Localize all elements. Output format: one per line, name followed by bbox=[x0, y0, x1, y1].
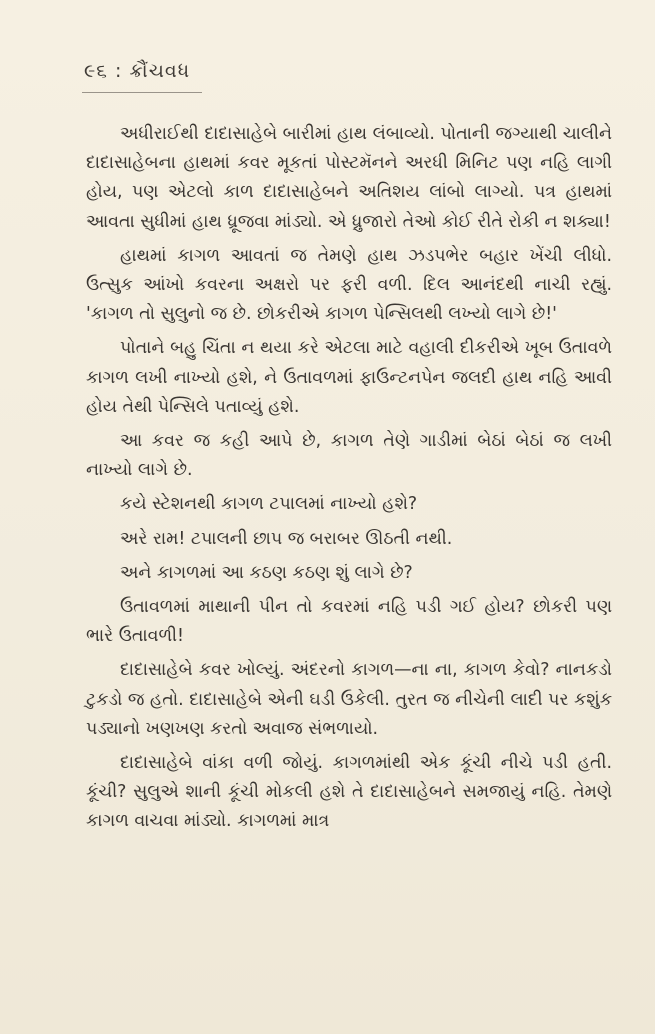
paragraph: દાદાસાહેબે વાંકા વળી જોયું. કાગળમાંથી એક કૂંચી નીચે પડી હતી. કૂંચી? સુલુએ શાની કૂંચી મોકલી હશે તે દાદાસાહેબને સમજાયું નહિ. તેમણે કાગળ વાચવા માંડ્યો. કાગળમાં માત્ર bbox=[86, 753, 612, 832]
paragraph: પોતાને બહુ ચિંતા ન થયા કરે એટલા માટે વહાલી દીકરીએ ખૂબ ઉતાવળે કાગળ લખી નાખ્યો હશે, ને ઉતાવળમાં ફાઉન્ટનપેન જલદી હાથ નહિ આવી હોય તેથી પેન્સિલે પતાવ્યું હશે. bbox=[86, 338, 612, 417]
header-separator: : bbox=[114, 60, 123, 82]
chapter-title: ક્રૌંચવધ bbox=[129, 60, 191, 82]
paragraph: ઉતાવળમાં માથાની પીન તો કવરમાં નહિ પડી ગઈ હોય? છોકરી પણ ભારે ઉતાવળી! bbox=[86, 597, 612, 647]
paragraph: અરે રામ! ટપાલની છાપ જ બરાબર ઊઠતી નથી. bbox=[120, 528, 453, 549]
paragraph: કયે સ્ટેશનથી કાગળ ટપાલમાં નાખ્યો હશે? bbox=[120, 494, 418, 515]
paragraph: દાદાસાહેબે કવર ખોલ્યું. અંદરનો કાગળ—ના ના, કાગળ કેવો? નાનકડો ટુકડો જ હતો. દાદાસાહેબે એની ઘડી ઉકેલી. તુરત જ નીચેની લાદી પર કશુંક પડ્યાનો ખણખણ કરતો અવાજ સંભળાયો. bbox=[86, 660, 612, 739]
paragraph: આ કવર જ કહી આપે છે, કાગળ તેણે ગાડીમાં બેઠાં બેઠાં જ લખી નાખ્યો લાગે છે. bbox=[86, 431, 612, 481]
paragraph: હાથમાં કાગળ આવતાં જ તેમણે હાથ ઝડપભેર બહાર ખેંચી લીધો. ઉત્સુક આંખો કવરના અક્ષરો પર ફરી વળી. દિલ આનંદથી નાચી રહ્યું. 'કાગળ તો સુલુનો જ છે. છોકરીએ કાગળ પેન્સિલથી લખ્યો લાગે છે!' bbox=[86, 245, 612, 325]
header-underline bbox=[82, 92, 202, 93]
page-number: ૯૬ bbox=[84, 60, 108, 82]
running-header bbox=[84, 60, 190, 82]
paragraph: અને કાગળમાં આ કઠણ કઠણ શું લાગે છે? bbox=[120, 562, 413, 583]
body-text bbox=[86, 120, 612, 842]
paragraph: અધીરાઈથી દાદાસાહેબે બારીમાં હાથ લંબાવ્યો. પોતાની જગ્યાથી ચાલીને દાદાસાહેબના હાથમાં કવર મૂકતાં પોસ્ટમૅનને અરધી મિનિટ પણ નહિ લાગી હોય, પણ એટલો કાળ દાદાસાહેબને અતિશય લાંબો લાગ્યો. પત્ર હાથમાં આવતા સુધીમાં હાથ ધ્રૂજવા માંડ્યો. એ ધ્રુજારો તેઓ કોઈ રીતે રોકી ન શક્યા! bbox=[86, 124, 612, 232]
